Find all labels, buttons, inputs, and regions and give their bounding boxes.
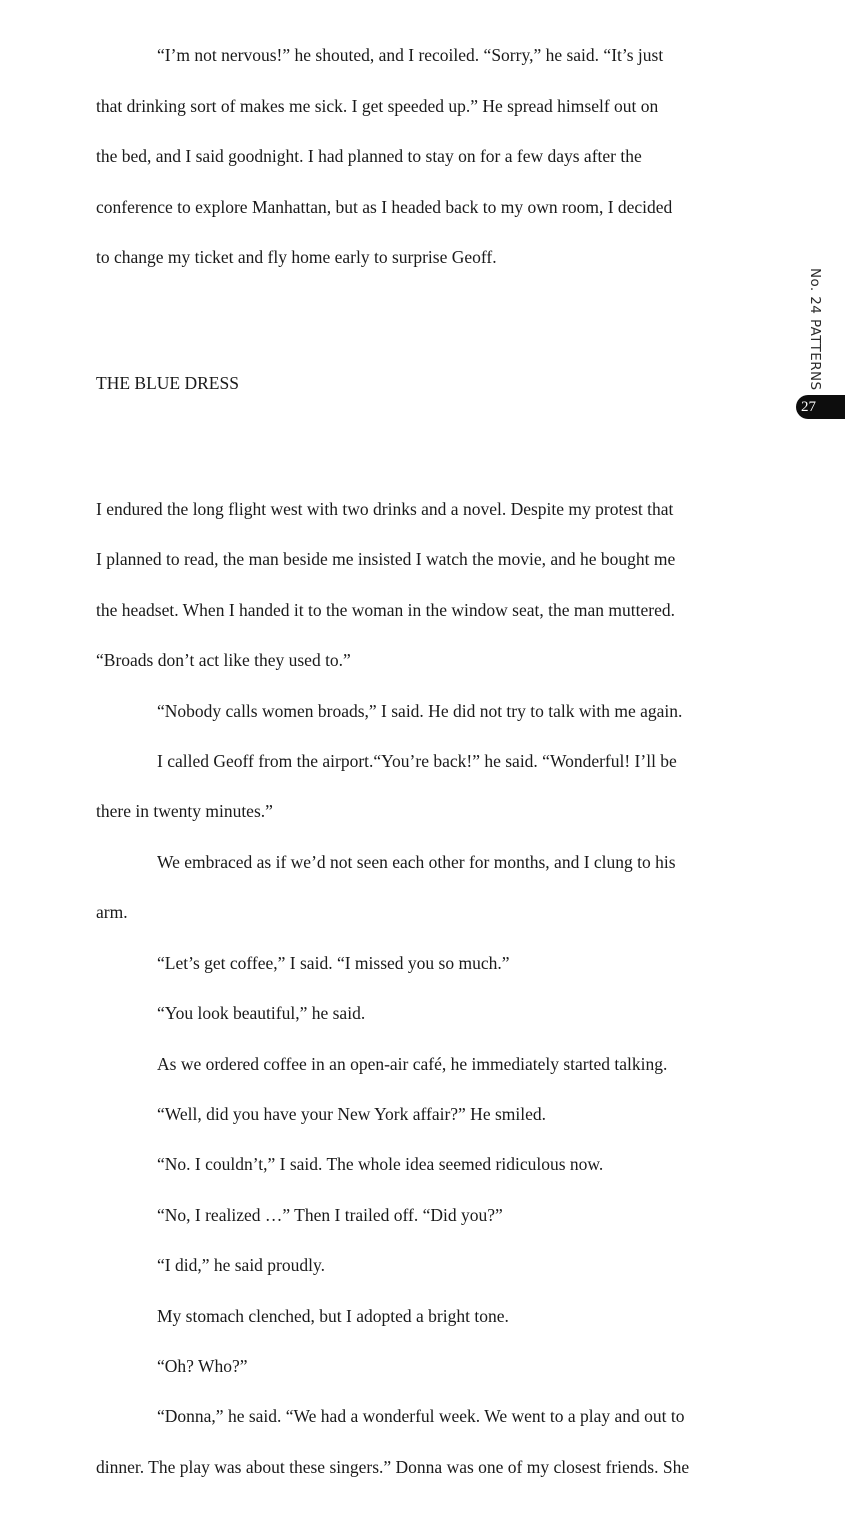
text-line: My stomach clenched, but I adopted a bright tone. xyxy=(157,1305,509,1326)
text-line: “You look beautiful,” he said. xyxy=(157,1003,366,1024)
text-line: “No, I realized …” Then I trailed off. “Did you?” xyxy=(157,1204,503,1225)
text-line: I planned to read, the man beside me insisted I watch the movie, and he bought me xyxy=(96,549,676,570)
text-line: to change my ticket and fly home early to surprise Geoff. xyxy=(96,247,497,268)
text-line: “No. I couldn’t,” I said. The whole idea seemed ridiculous now. xyxy=(157,1154,604,1175)
text-line: “Nobody calls women broads,” I said. He did not try to talk with me again. xyxy=(157,700,683,721)
text-line: I called Geoff from the airport.“You’re back!” he said. “Wonderful! I’ll be xyxy=(157,751,677,772)
journal-running-title: No. 24 PATTERNS xyxy=(807,268,823,391)
text-line: that drinking sort of makes me sick. I get speeded up.” He spread himself out on xyxy=(96,95,659,116)
text-line: We embraced as if we’d not seen each other for months, and I clung to his xyxy=(157,851,676,872)
text-line: conference to explore Manhattan, but as I headed back to my own room, I decided xyxy=(96,196,673,217)
spacer xyxy=(96,321,721,346)
text-line: “I’m not nervous!” he shouted, and I recoiled. “Sorry,” he said. “It’s just xyxy=(157,45,664,66)
text-line: the bed, and I said goodnight. I had planned to stay on for a few days after the xyxy=(96,146,642,167)
text-line: “Well, did you have your New York affair?” He smiled. xyxy=(157,1103,546,1124)
text-line: “I did,” he said proudly. xyxy=(157,1255,325,1276)
text-line: “Oh? Who?” xyxy=(157,1355,248,1376)
text-line: dinner. The play was about these singers.” Donna was one of my closest friends. She xyxy=(96,1456,690,1477)
spacer xyxy=(96,421,721,446)
text-line: there in twenty minutes.” xyxy=(96,801,273,822)
text-line: As we ordered coffee in an open-air café, he immediately started talking. xyxy=(157,1053,668,1074)
section-body xyxy=(96,472,721,1505)
text-line: “Let’s get coffee,” I said. “I missed you so much.” xyxy=(157,952,510,973)
section-heading: THE BLUE DRESS xyxy=(96,373,239,394)
page-body xyxy=(96,0,721,1530)
text-line: “Donna,” he said. “We had a wonderful week. We went to a play and out to xyxy=(157,1406,685,1427)
text-line: the headset. When I handed it to the woman in the window seat, the man muttered. xyxy=(96,599,675,620)
text-line: I endured the long flight west with two drinks and a novel. Despite my protest that xyxy=(96,499,674,520)
page-number-tab: 27 xyxy=(796,395,845,419)
text-line: “Broads don’t act like they used to.” xyxy=(96,650,351,671)
opening-paragraph xyxy=(96,18,721,295)
text-line: arm. xyxy=(96,902,128,923)
